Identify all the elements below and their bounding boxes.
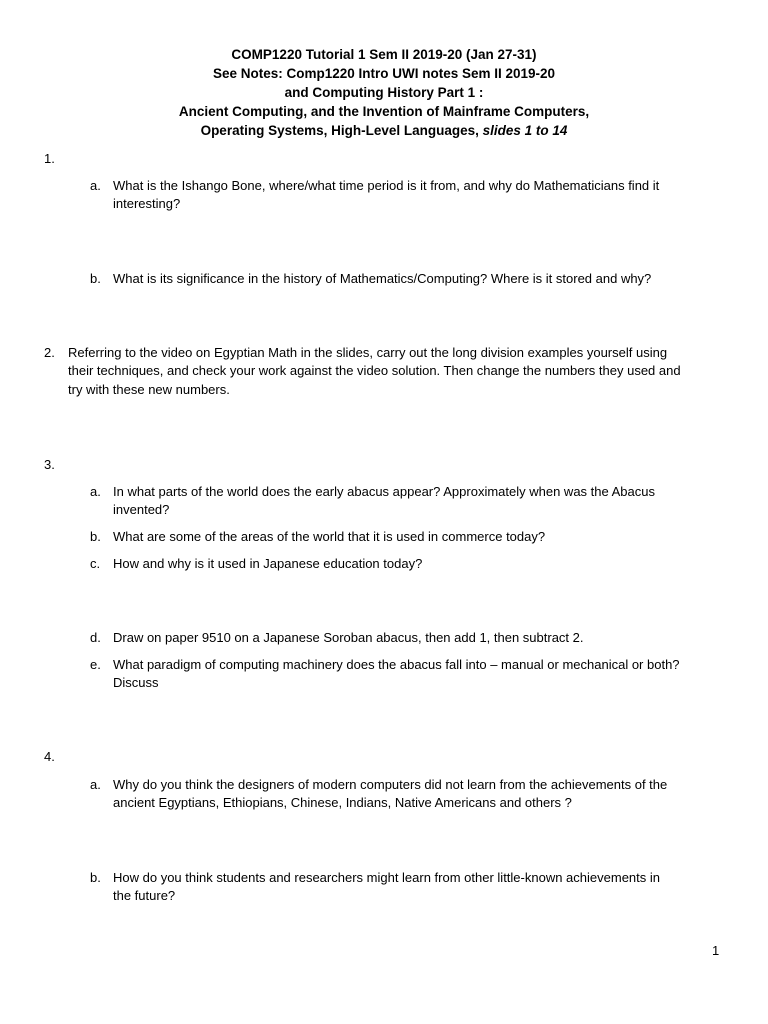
question-3e-line-1: What paradigm of computing machinery does the abacus fall into – manual or mechanical or both? bbox=[113, 657, 680, 672]
question-1b-letter: b. bbox=[90, 271, 101, 286]
title-line-3: and Computing History Part 1 : bbox=[284, 85, 484, 100]
question-3c-line-1: How and why is it used in Japanese education today? bbox=[113, 556, 423, 571]
question-2-line-2: their techniques, and check your work against the video solution. Then change the numbers they used and bbox=[68, 363, 681, 378]
question-3c-letter: c. bbox=[90, 556, 101, 571]
question-3d-letter: d. bbox=[90, 630, 101, 645]
title-line-1: COMP1220 Tutorial 1 Sem II 2019-20 (Jan 27-31) bbox=[231, 47, 537, 62]
question-4b-line-1: How do you think students and researchers might learn from other little-known achievements in bbox=[113, 870, 660, 885]
question-1-number: 1. bbox=[44, 151, 55, 166]
title-line-2: See Notes: Comp1220 Intro UWI notes Sem II 2019-20 bbox=[212, 66, 556, 81]
question-3b-letter: b. bbox=[90, 529, 101, 544]
question-4a-letter: a. bbox=[90, 777, 101, 792]
title-line-5-italic: slides 1 to 14 bbox=[482, 123, 568, 138]
question-4b-letter: b. bbox=[90, 870, 101, 885]
question-3-number: 3. bbox=[44, 457, 55, 472]
question-3a-line-1: In what parts of the world does the early abacus appear? Approximately when was the Abacus bbox=[113, 484, 655, 499]
title-line-5 bbox=[0, 122, 768, 140]
question-1a-letter: a. bbox=[90, 178, 101, 193]
title-line-4: Ancient Computing, and the Invention of Mainframe Computers, bbox=[178, 104, 590, 119]
question-3a-line-2: invented? bbox=[113, 502, 170, 517]
question-4b-line-2: the future? bbox=[113, 888, 176, 903]
question-3a-letter: a. bbox=[90, 484, 101, 499]
question-1b-line-1: What is its significance in the history of Mathematics/Computing? Where is it stored and why? bbox=[113, 271, 652, 286]
question-4a-line-1: Why do you think the designers of modern computers did not learn from the achievements of the bbox=[113, 777, 668, 792]
question-3e-letter: e. bbox=[90, 657, 101, 672]
question-3e-line-2: Discuss bbox=[113, 675, 159, 690]
question-1a-line-2: interesting? bbox=[113, 196, 181, 211]
question-3d-line-1: Draw on paper 9510 on a Japanese Soroban abacus, then add 1, then subtract 2. bbox=[113, 630, 584, 645]
question-4-number: 4. bbox=[44, 749, 55, 764]
question-1a-line-1: What is the Ishango Bone, where/what time period is it from, and why do Mathematicians find it bbox=[113, 178, 660, 193]
question-2-line-3: try with these new numbers. bbox=[68, 382, 230, 397]
question-4a-line-2: ancient Egyptians, Ethiopians, Chinese, Indians, Native Americans and others ? bbox=[113, 795, 572, 810]
page-number: 1 bbox=[712, 943, 720, 958]
question-2-number: 2. bbox=[44, 345, 55, 360]
title-line-5-main: Operating Systems, High-Level Languages, bbox=[200, 123, 483, 138]
question-2-line-1: Referring to the video on Egyptian Math in the slides, carry out the long division examples yourself using bbox=[68, 345, 668, 360]
question-3b-line-1: What are some of the areas of the world that it is used in commerce today? bbox=[113, 529, 546, 544]
